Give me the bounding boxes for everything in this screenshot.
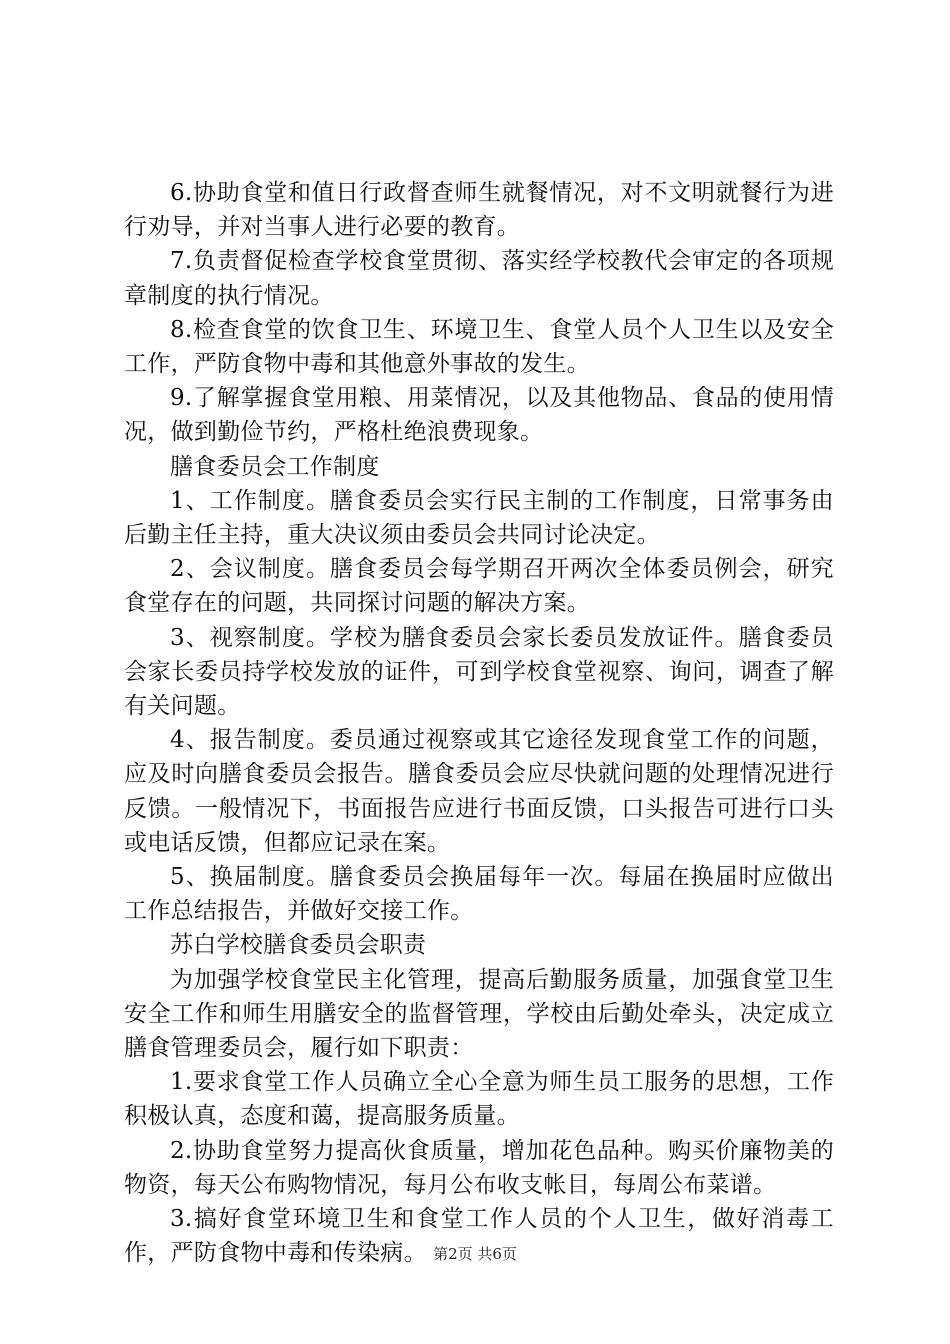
paragraph-item-6: 6.协助食堂和值日行政督查师生就餐情况，对不文明就餐行为进行劝导，并对当事人进行必要的教育。 <box>124 180 834 241</box>
paragraph-report-system: 4、报告制度。委员通过视察或其它途径发现食堂工作的问题，应及时向膳食委员会报告。膳食委员会应尽快就问题的处理情况进行反馈。一般情况下，书面报告应进行书面反馈，口头报告可进行口头或电话反馈，但都应记录在案。 <box>124 727 834 856</box>
page-number-footer: 第2页 共6页 <box>433 1245 517 1263</box>
paragraph-duty-2: 2.协助食堂努力提高伙食质量，增加花色品种。购买价廉物美的物资，每天公布购物情况，每月公布收支帐目，每周公布菜谱。 <box>124 1137 834 1198</box>
document-body <box>124 176 834 1271</box>
paragraph-duties-intro: 为加强学校食堂民主化管理，提高后勤服务质量，加强食堂卫生安全工作和师生用膳安全的监督管理，学校由后勤处牵头，决定成立膳食管理委员会，履行如下职责： <box>124 966 834 1062</box>
paragraph-meeting-system: 2、会议制度。膳食委员会每学期召开两次全体委员例会，研究食堂存在的问题，共同探讨问题的解决方案。 <box>124 556 834 617</box>
paragraph-item-8: 8.检查食堂的饮食卫生、环境卫生、食堂人员个人卫生以及安全工作，严防食物中毒和其他意外事故的发生。 <box>124 316 834 378</box>
paragraph-work-system: 1、工作制度。膳食委员会实行民主制的工作制度，日常事务由后勤主任主持，重大决议须由委员会共同讨论决定。 <box>124 487 834 549</box>
section-heading-work-system: 膳食委员会工作制度 <box>170 453 380 480</box>
section-heading-duties: 苏白学校膳食委员会职责 <box>170 932 427 959</box>
paragraph-inspection-system: 3、视察制度。学校为膳食委员会家长委员发放证件。膳食委员会家长委员持学校发放的证件，可到学校食堂视察、询问，调查了解有关问题。 <box>124 624 834 720</box>
paragraph-item-9: 9.了解掌握食堂用粮、用菜情况，以及其他物品、食品的使用情况，做到勤俭节约，严格杜绝浪费现象。 <box>124 385 834 446</box>
paragraph-duty-1: 1.要求食堂工作人员确立全心全意为师生员工服务的思想，工作积极认真，态度和蔼，提高服务质量。 <box>124 1069 834 1130</box>
paragraph-duty-3: 3.搞好食堂环境卫生和食堂工作人员的个人卫生，做好消毒工作，严防食物中毒和传染病。 <box>124 1206 834 1267</box>
paragraph-item-7: 7.负责督促检查学校食堂贯彻、落实经学校教代会审定的各项规章制度的执行情况。 <box>124 248 834 309</box>
paragraph-term-system: 5、换届制度。膳食委员会换届每年一次。每届在换届时应做出工作总结报告，并做好交接工作。 <box>124 864 834 925</box>
